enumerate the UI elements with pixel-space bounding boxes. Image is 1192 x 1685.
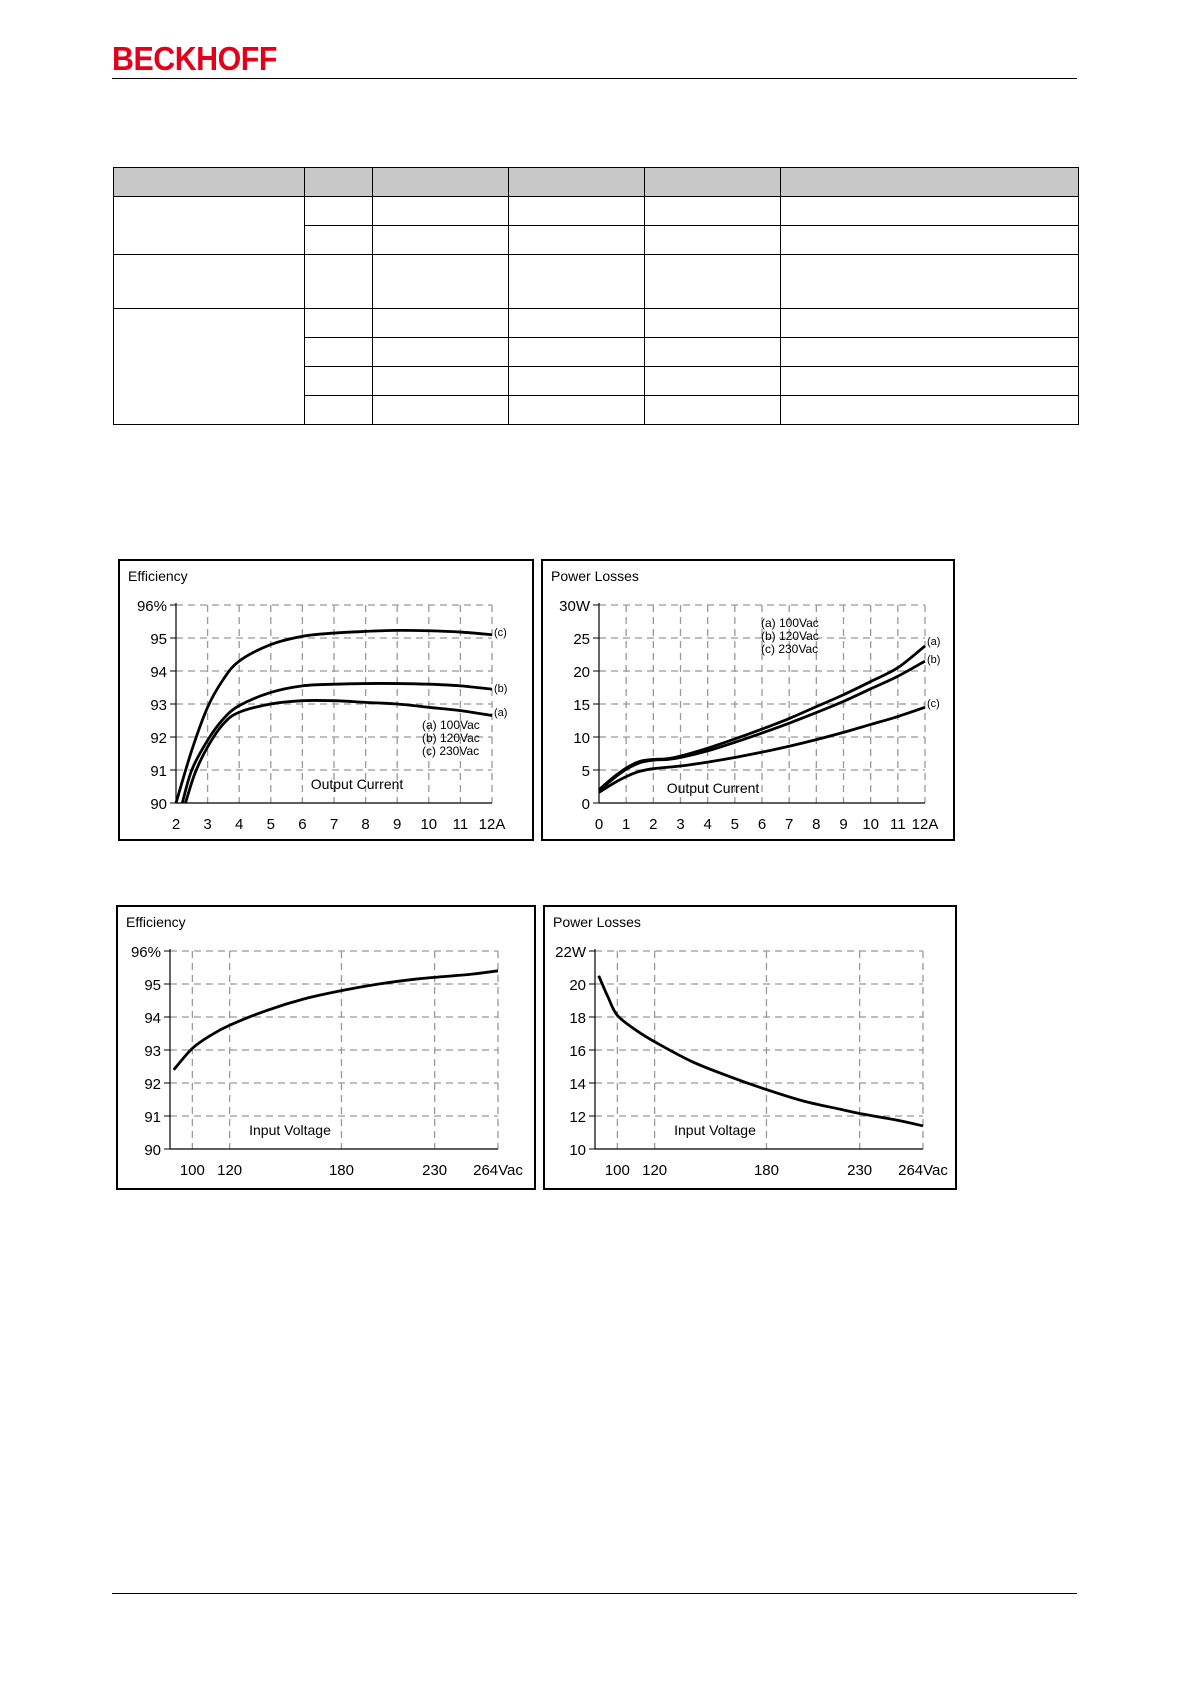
series-line: [174, 971, 498, 1070]
x-tick-label: 6: [298, 816, 307, 833]
y-tick-label: 12: [569, 1109, 586, 1126]
x-tick-label: 120: [217, 1162, 243, 1179]
x-tick-label: 4: [703, 816, 712, 833]
x-tick-label: 7: [329, 816, 339, 833]
y-tick-label: 96%: [136, 598, 167, 615]
x-tick-label: 1: [621, 816, 631, 833]
x-tick-label: 7: [784, 816, 794, 833]
y-tick-label: 0: [581, 796, 590, 813]
y-tick-label: 14: [569, 1076, 586, 1093]
y-tick-label: 5: [581, 763, 590, 780]
y-tick-label: 18: [569, 1010, 586, 1027]
chart-svg: [118, 907, 534, 1188]
x-tick-label: 10: [420, 816, 438, 833]
x-tick-label: 120: [642, 1162, 668, 1179]
series-tag: (b): [927, 654, 941, 666]
chart-svg: [120, 561, 532, 839]
x-tick-label: 180: [328, 1162, 354, 1179]
x-tick-label: 5: [266, 816, 275, 833]
y-tick-label: 16: [569, 1043, 586, 1060]
y-tick-label: 94: [150, 664, 167, 681]
y-axis-title: Efficiency: [126, 914, 186, 930]
legend-entry: (a) 100Vac: [761, 616, 819, 630]
series-tag: (a): [494, 707, 508, 719]
x-tick-label: 4: [235, 816, 244, 833]
header-rule: [112, 78, 1077, 79]
y-tick-label: 10: [573, 730, 590, 747]
y-axis-title: Power Losses: [551, 568, 639, 584]
y-tick-label: 93: [144, 1043, 161, 1060]
x-tick-label: 264Vac: [898, 1162, 948, 1179]
legend-entry: (c) 230Vac: [761, 642, 819, 656]
legend-entry: (c) 230Vac: [422, 744, 480, 758]
series-tag: (c): [494, 627, 507, 639]
x-tick-label: 264Vac: [473, 1162, 523, 1179]
y-tick-label: 22W: [555, 944, 586, 961]
x-tick-label: 11: [890, 816, 906, 833]
x-tick-label: 9: [839, 816, 848, 833]
y-tick-label: 25: [573, 631, 590, 648]
losses-vs-current-chart: [541, 559, 955, 841]
footer-rule: [112, 1593, 1077, 1594]
chart-svg: [545, 907, 955, 1188]
x-tick-label: 100: [179, 1162, 205, 1179]
y-tick-label: 96%: [130, 944, 161, 961]
x-tick-label: 180: [753, 1162, 779, 1179]
y-tick-label: 91: [144, 1109, 161, 1126]
beckhoff-logo: BECKHOFF: [112, 40, 277, 77]
y-tick-label: 95: [144, 977, 161, 994]
table-row: [114, 197, 1079, 226]
x-tick-label: 6: [757, 816, 767, 833]
x-tick-label: 12A: [478, 816, 506, 833]
y-tick-label: 90: [150, 796, 167, 813]
series-tag: (a): [927, 636, 941, 648]
table-row: [114, 255, 1079, 309]
x-tick-label: 3: [203, 816, 212, 833]
y-tick-label: 92: [144, 1076, 161, 1093]
x-tick-label: 11: [452, 816, 469, 833]
chart-svg: [543, 561, 953, 839]
y-tick-label: 20: [573, 664, 590, 681]
x-tick-label: 8: [361, 816, 370, 833]
y-tick-label: 92: [150, 730, 167, 747]
table-row: [114, 309, 1079, 338]
y-tick-label: 94: [144, 1010, 161, 1027]
series-tag: (c): [927, 698, 940, 710]
x-tick-label: 10: [862, 816, 880, 833]
y-tick-label: 91: [150, 763, 167, 780]
table-header-row: [114, 168, 1079, 197]
x-tick-label: 9: [393, 816, 402, 833]
losses-vs-voltage-chart: [543, 905, 957, 1190]
x-tick-label: 0: [594, 816, 604, 833]
y-axis-title: Power Losses: [553, 914, 641, 930]
series-tag: (b): [494, 683, 508, 695]
x-tick-label: 230: [847, 1162, 873, 1179]
y-tick-label: 95: [150, 631, 167, 648]
x-tick-label: 3: [676, 816, 685, 833]
x-axis-title: Input Voltage: [674, 1122, 756, 1138]
y-tick-label: 30W: [559, 598, 590, 615]
x-axis-title: Output Current: [666, 780, 760, 796]
y-tick-label: 90: [144, 1142, 161, 1159]
spec-table: [113, 167, 1079, 425]
efficiency-vs-current-chart: [118, 559, 534, 841]
x-tick-label: 5: [730, 816, 740, 833]
x-axis-title: Output Current: [310, 776, 404, 792]
y-axis-title: Efficiency: [128, 568, 188, 584]
x-tick-label: 8: [812, 816, 821, 833]
x-tick-label: 2: [171, 816, 181, 833]
efficiency-vs-voltage-chart: [116, 905, 536, 1190]
series-line: [599, 976, 923, 1126]
y-tick-label: 10: [569, 1142, 586, 1159]
x-axis-title: Input Voltage: [249, 1122, 331, 1138]
x-tick-label: 12A: [911, 816, 939, 833]
legend-entry: (a) 100Vac: [422, 718, 480, 732]
legend-entry: (b) 120Vac: [422, 731, 480, 745]
y-tick-label: 15: [573, 697, 590, 714]
legend-entry: (b) 120Vac: [761, 629, 819, 643]
y-tick-label: 93: [150, 697, 167, 714]
x-tick-label: 100: [604, 1162, 630, 1179]
x-tick-label: 2: [649, 816, 658, 833]
y-tick-label: 20: [569, 977, 586, 994]
x-tick-label: 230: [422, 1162, 448, 1179]
